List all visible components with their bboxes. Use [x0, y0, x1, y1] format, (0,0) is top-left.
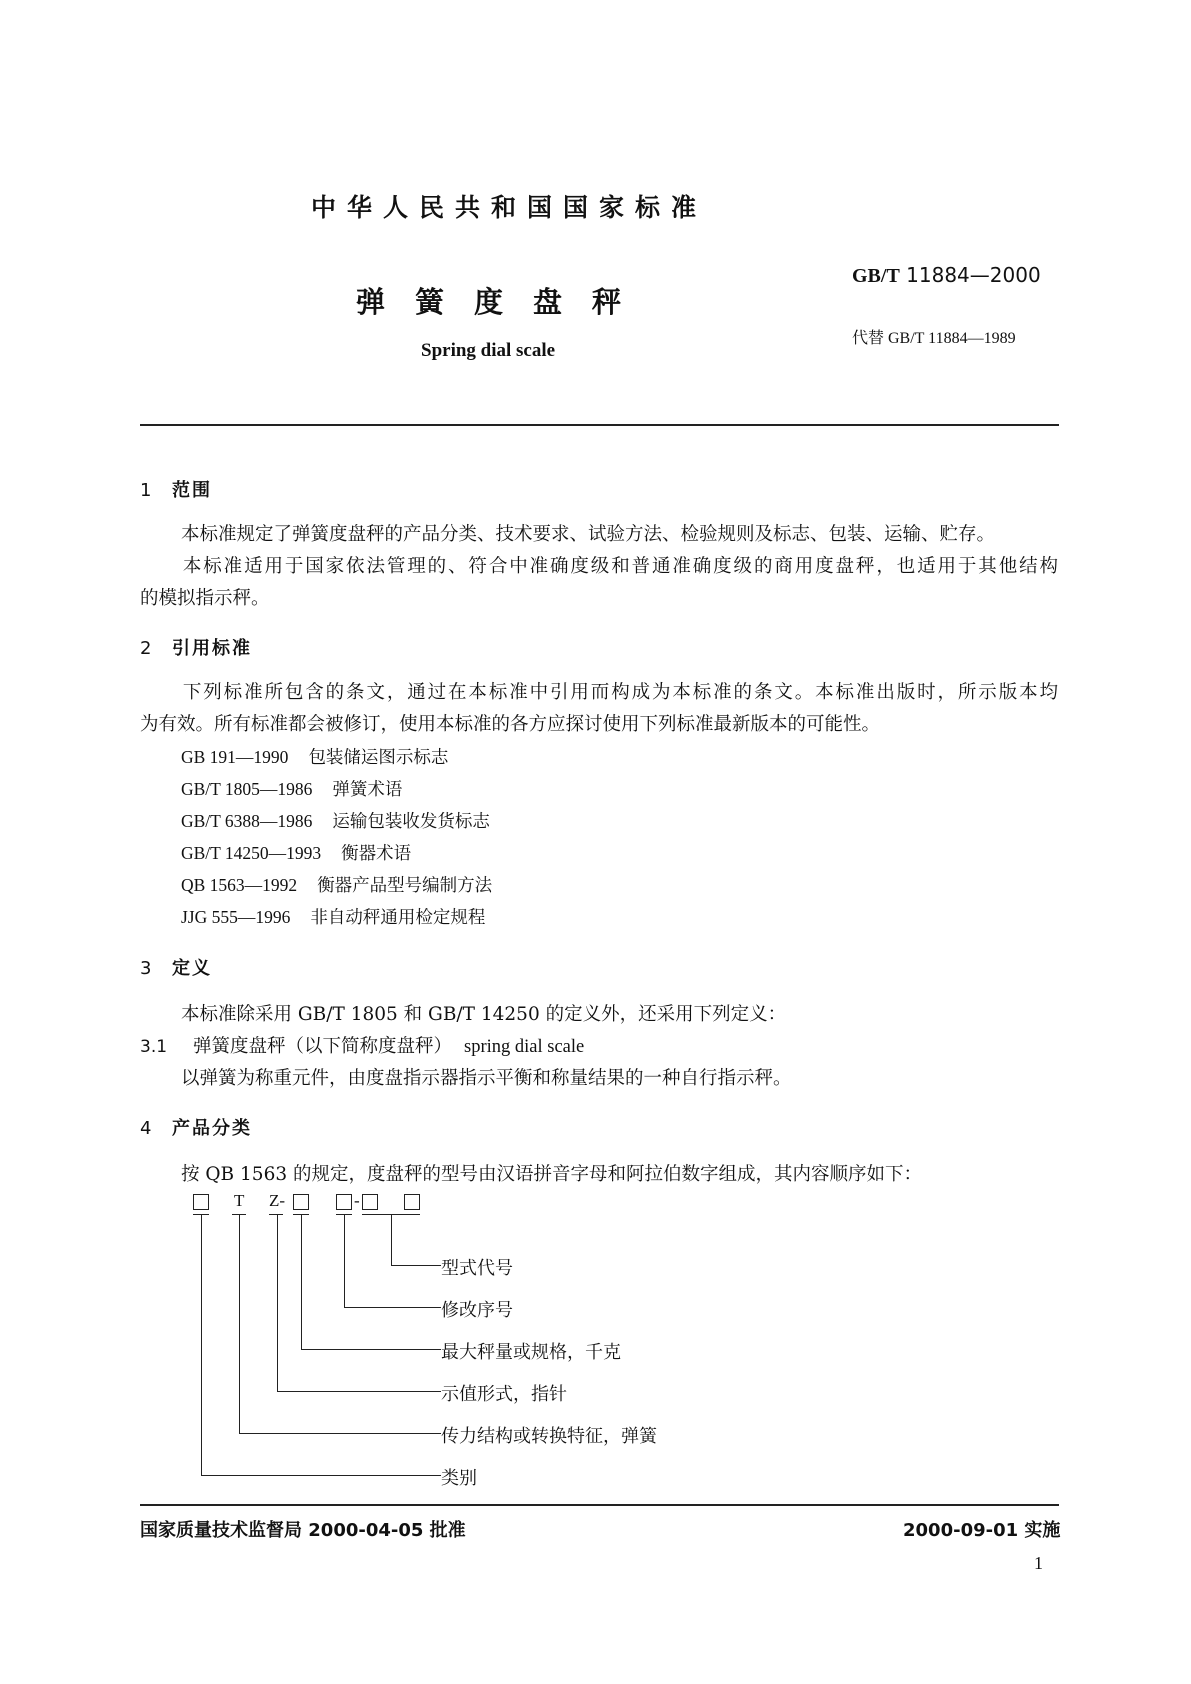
- reference-code: GB 191—1990: [181, 747, 289, 767]
- label-revision-number: 修改序号: [441, 1300, 513, 1321]
- leader-line: [391, 1214, 392, 1265]
- leader-line: [239, 1433, 441, 1434]
- definition-3-1-text: 以弹簧为称重元件，由度盘指示器指示平衡和称量结果的一种自行指示秤。: [181, 1068, 792, 1089]
- reference-item: [181, 744, 448, 769]
- reference-item: [181, 840, 411, 865]
- standard-number: [852, 263, 1041, 288]
- reference-title: 非自动秤通用检定规程: [310, 908, 486, 928]
- reference-item: [181, 904, 485, 929]
- section-1-paragraph-2a: [140, 552, 1058, 578]
- section-2-paragraph-1a: [140, 678, 1058, 704]
- definition-term: 弹簧度盘秤（以下简称度盘秤）: [193, 1036, 453, 1057]
- definition-english: spring dial scale: [464, 1037, 585, 1057]
- section-4-paragraph-1: 按 QB 1563 的规定，度盘秤的型号由汉语拼音字母和阿拉伯数字组成，其内容顺序如下：: [181, 1164, 922, 1185]
- code-box-type: [362, 1194, 378, 1210]
- definition-number: 3.1: [140, 1037, 168, 1057]
- label-type-code: 型式代号: [441, 1258, 513, 1279]
- section-1-paragraph-1: 本标准规定了弹簧度盘秤的产品分类、技术要求、试验方法、检验规则及标志、包装、运输、贮存。: [181, 524, 996, 545]
- reference-item: [181, 808, 490, 833]
- reference-title: 弹簧术语: [332, 780, 403, 800]
- page-number: 1: [1034, 1553, 1043, 1573]
- leader-line: [301, 1214, 302, 1349]
- code-dash: -: [354, 1191, 360, 1210]
- issued-date: 国家质量技术监督局 2000-04-05 批准: [140, 1520, 466, 1541]
- section-3-title: 定义: [172, 958, 212, 979]
- code-box-revision: [336, 1194, 352, 1210]
- section-1-p2a-text: 本标准适用于国家依法管理的、符合中准确度级和普通准确度级的商用度盘秤，也适用于其他结构: [181, 556, 1058, 577]
- code-box-capacity: [293, 1194, 309, 1210]
- code-box-type-2: [404, 1194, 420, 1210]
- reference-item: [181, 776, 402, 801]
- section-3-paragraph-1: 本标准除采用 GB/T 1805 和 GB/T 14250 的定义外，还采用下列定义：: [181, 1004, 787, 1025]
- code-box-category: [193, 1194, 209, 1210]
- section-2-paragraph-1b: 为有效。所有标准都会被修订，使用本标准的各方应探讨使用下列标准最新版本的可能性。: [140, 714, 881, 735]
- section-1-title: 范围: [172, 480, 212, 501]
- national-standard-heading: 中华人民共和国国家标准: [311, 193, 708, 222]
- section-1-number: 1: [140, 480, 152, 501]
- leader-line: [277, 1391, 441, 1392]
- definition-3-1: [140, 1032, 584, 1058]
- reference-item: [181, 872, 492, 897]
- section-2-title: 引用标准: [172, 638, 252, 659]
- section-4-number: 4: [140, 1118, 152, 1139]
- section-2-p1a-text: 下列标准所包含的条文，通过在本标准中引用而构成为本标准的条文。本标准出版时，所示版本均: [181, 682, 1058, 703]
- effective-date: 2000-09-01 实施: [903, 1520, 1061, 1541]
- leader-line: [391, 1265, 441, 1266]
- code-underline: [269, 1214, 283, 1215]
- standard-prefix: GB/T: [852, 265, 900, 287]
- code-letter-z: Z-: [269, 1191, 286, 1210]
- leader-line: [201, 1475, 441, 1476]
- leader-line: [344, 1307, 441, 1308]
- reference-title: 衡器术语: [341, 844, 412, 864]
- section-4-heading: [140, 1114, 252, 1140]
- leader-line: [277, 1214, 278, 1391]
- reference-code: GB/T 6388—1986: [181, 811, 313, 831]
- leader-line: [239, 1214, 240, 1433]
- label-force-structure: 传力结构或转换特征，弹簧: [441, 1426, 657, 1447]
- section-3-heading: [140, 954, 212, 980]
- reference-code: GB/T 14250—1993: [181, 843, 322, 863]
- label-max-capacity: 最大秤量或规格，千克: [441, 1342, 621, 1363]
- document-title: 弹簧度盘秤: [356, 285, 652, 319]
- reference-title: 包装储运图示标志: [308, 748, 449, 768]
- standard-number-value: 11884—2000: [906, 263, 1041, 287]
- reference-code: QB 1563—1992: [181, 875, 298, 895]
- leader-line: [344, 1214, 345, 1307]
- section-1-paragraph-2b: 的模拟指示秤。: [140, 588, 270, 609]
- leader-line: [301, 1349, 441, 1350]
- english-title: Spring dial scale: [421, 340, 556, 361]
- replaces-note: 代替 GB/T 11884—1989: [852, 330, 1016, 347]
- reference-title: 衡器产品型号编制方法: [317, 876, 493, 896]
- label-indication-form: 示值形式，指针: [441, 1384, 567, 1405]
- label-category: 类别: [441, 1468, 477, 1489]
- section-2-number: 2: [140, 638, 152, 659]
- section-2-heading: [140, 634, 252, 660]
- code-letter-t: T: [234, 1191, 245, 1210]
- reference-code: JJG 555—1996: [181, 907, 291, 927]
- section-4-title: 产品分类: [172, 1118, 252, 1139]
- section-3-number: 3: [140, 958, 152, 979]
- reference-title: 运输包装收发货标志: [332, 812, 490, 832]
- leader-line: [201, 1214, 202, 1475]
- reference-code: GB/T 1805—1986: [181, 779, 313, 799]
- footer-rule: [140, 1504, 1059, 1506]
- section-1-heading: [140, 476, 212, 502]
- header-rule: [140, 424, 1059, 426]
